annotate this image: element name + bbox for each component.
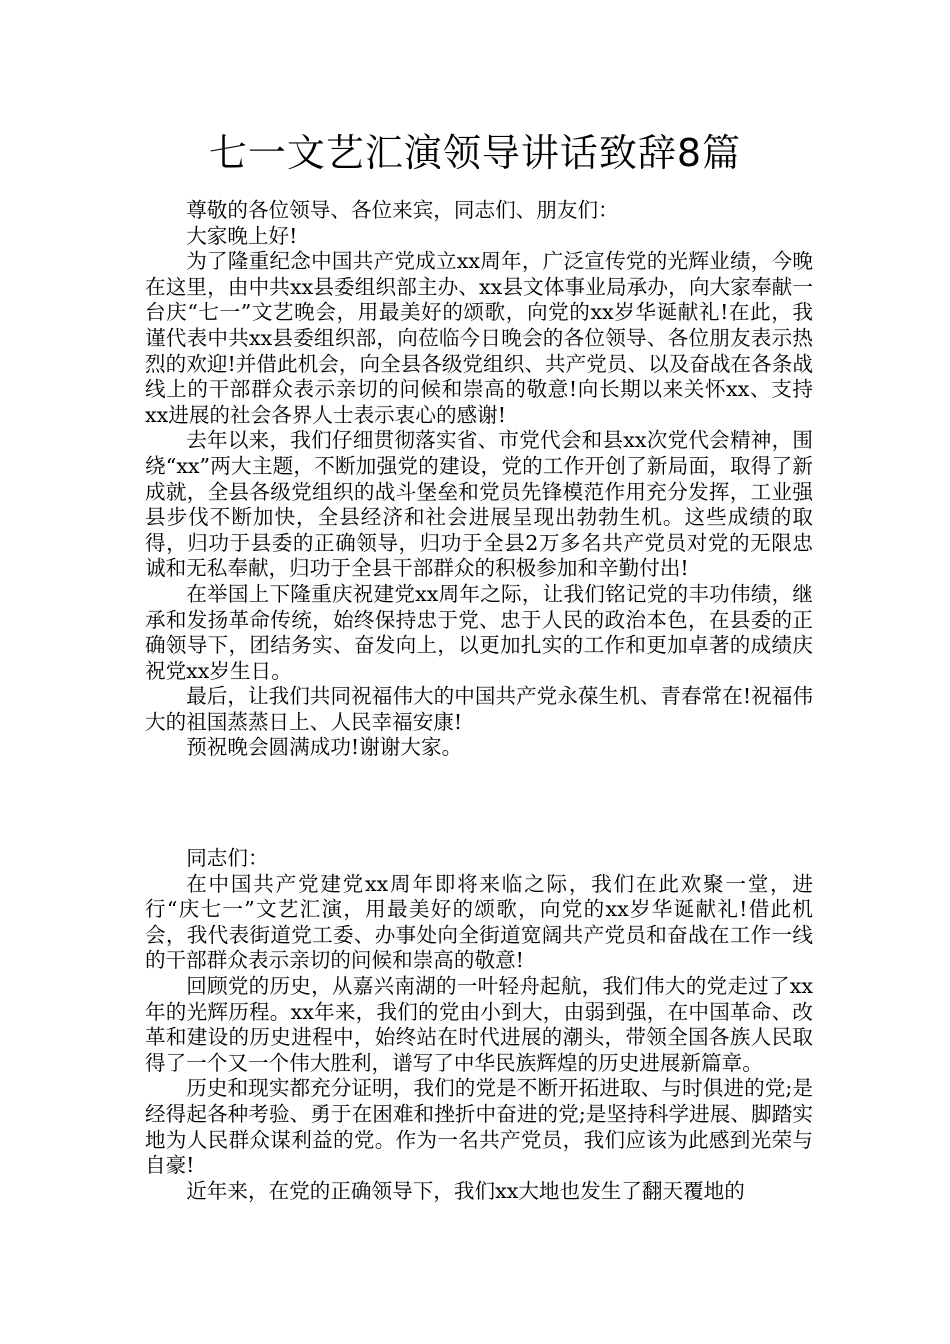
speech-two-paragraph: 回顾党的历史，从嘉兴南湖的一叶轻舟起航，我们伟大的党走过了xx年的光辉历程。xx年来，我们的党由小到大，由弱到强，在中国革命、改革和建设的历史进程中，始终站在时代进展的潮头，带领全国各族人民取得了一个又一个伟大胜利，谱写了中华民族辉煌的历史进展新篇章。 xyxy=(145,973,813,1075)
speech-one-paragraph: 大家晚上好! xyxy=(186,223,298,248)
speech-two-paragraph: 在中国共产党建党xx周年即将来临之际，我们在此欢聚一堂，进行“庆七一”文艺汇演，用最美好的颂歌，向党的xx岁华诞献礼!借此机会，我代表街道党工委、办事处向全街道宽阔共产党员和奋战在工作一线的干部群众表示亲切的问候和崇高的敬意! xyxy=(145,871,813,973)
speech-one-paragraph: 尊敬的各位领导、各位来宾，同志们、朋友们： xyxy=(186,198,619,222)
document-title: 七一文艺汇演领导讲话致辞8篇 xyxy=(208,131,742,175)
speech-two xyxy=(145,846,813,1204)
speech-one-paragraph: 去年以来，我们仔细贯彻落实省、市党代会和县xx次党代会精神，围绕“xx”两大主题，不断加强党的建设，党的工作开创了新局面，取得了新成就，全县各级党组织的战斗堡垒和党员先锋模范作用充分发挥，工业强县步伐不断加快，全县经济和社会进展呈现出勃勃生机。这些成绩的取得，归功于县委的正确领导，归功于全县2万多名共产党员对党的无限忠诚和无私奉献，归功于全县干部群众的积极参加和辛勤付出! xyxy=(145,428,813,581)
speech-one-paragraph: 为了隆重纪念中国共产党成立xx周年，广泛宣传党的光辉业绩，今晚在这里，由中共xx县委组织部主办、xx县文体事业局承办，向大家奉献一台庆“七一”文艺晚会，用最美好的颂歌，向党的xx岁华诞献礼!在此，我谨代表中共xx县委组织部，向莅临今日晚会的各位领导、各位朋友表示热烈的欢迎!并借此机会，向全县各级党组织、共产党员、以及奋战在各条战线上的干部群众表示亲切的问候和崇高的敬意!向长期以来关怀xx、支持xx进展的社会各界人士表示衷心的感谢! xyxy=(145,249,813,427)
speech-two-paragraph: 历史和现实都充分证明，我们的党是不断开拓进取、与时俱进的党;是经得起各种考验、勇于在困难和挫折中奋进的党;是坚持科学进展、脚踏实地为人民群众谋利益的党。作为一名共产党员，我们应该为此感到光荣与自豪! xyxy=(145,1076,813,1178)
speech-one xyxy=(145,198,813,761)
speech-two-paragraph: 同志们： xyxy=(186,846,269,870)
speech-one-paragraph: 最后，让我们共同祝福伟大的中国共产党永葆生机、青春常在!祝福伟大的祖国蒸蒸日上、人民幸福安康! xyxy=(145,684,813,734)
speech-one-paragraph: 在举国上下隆重庆祝建党xx周年之际，让我们铭记党的丰功伟绩，继承和发扬革命传统，始终保持忠于党、忠于人民的政治本色，在县委的正确领导下，团结务实、奋发向上，以更加扎实的工作和更加卓著的成绩庆祝党xx岁生日。 xyxy=(145,581,813,683)
speech-two-paragraph: 近年来，在党的正确领导下，我们xx大地也发生了翻天覆地的 xyxy=(186,1178,745,1203)
speech-one-paragraph: 预祝晚会圆满成功!谢谢大家。 xyxy=(186,735,463,760)
